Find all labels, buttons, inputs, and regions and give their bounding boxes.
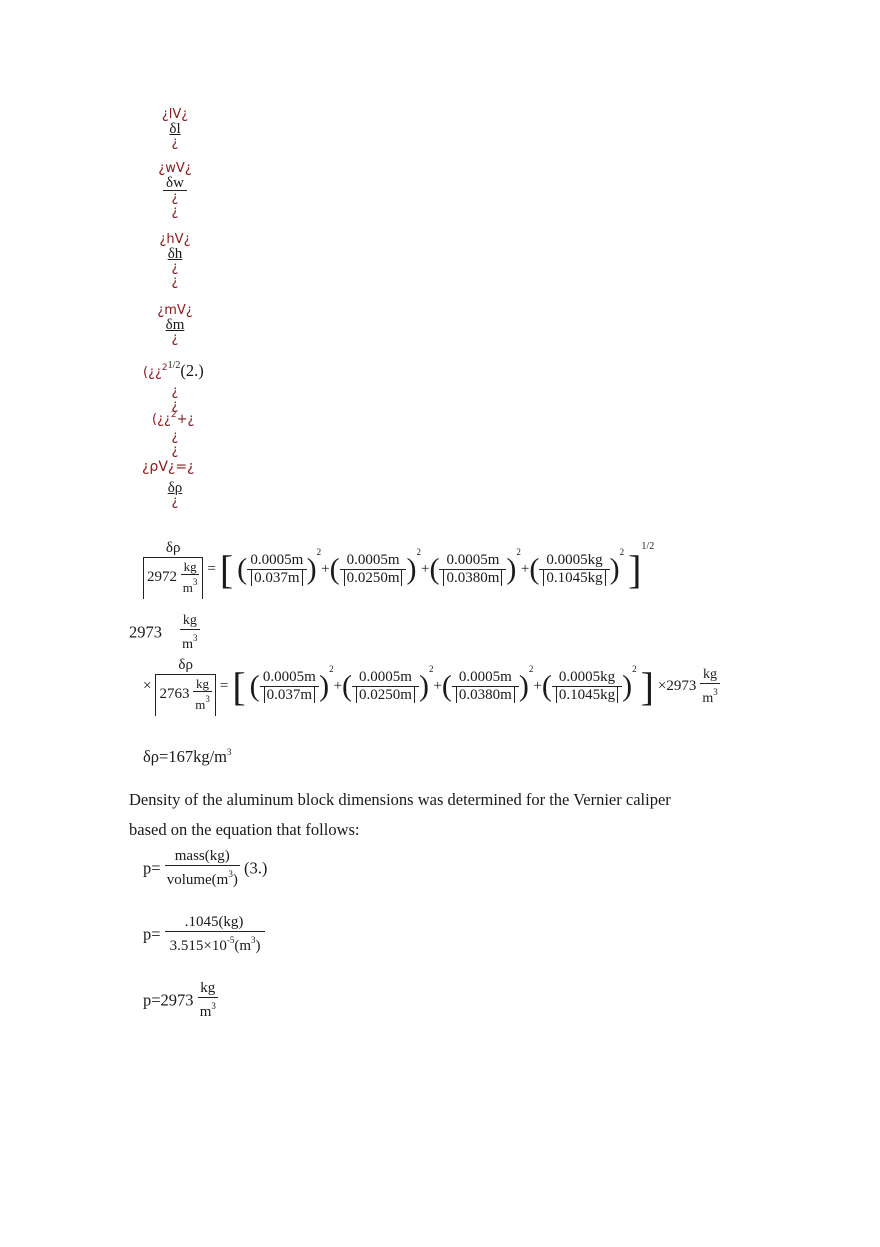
delta-l: δl: [169, 121, 181, 137]
plus-sign: +: [520, 561, 530, 577]
garbled-char: ¿: [171, 384, 179, 399]
unit-m: m: [182, 637, 194, 652]
unit-fraction: [700, 666, 719, 707]
garbled-text: (¿¿: [143, 365, 162, 380]
paren-close: ): [506, 552, 517, 586]
squared-term: [342, 664, 434, 703]
term-fraction: [352, 669, 419, 704]
square-exponent: 2: [316, 547, 322, 558]
term-numerator: 0.0005kg: [539, 552, 609, 570]
equation-lhs: p=: [143, 924, 161, 944]
exponent: 3: [713, 687, 718, 697]
term-denominator: [352, 687, 419, 704]
squared-term: [541, 664, 637, 703]
garbled-char: ¿: [171, 274, 179, 289]
garbled-char: ¿: [171, 398, 179, 413]
term-fraction: [539, 552, 609, 587]
paren-close: ): [622, 669, 633, 703]
exponent: 3: [211, 1001, 216, 1011]
term-denominator: [552, 687, 622, 704]
garbled-rho-line: ¿ρV¿=¿: [142, 459, 195, 475]
term-numerator: 0.0005m: [352, 669, 419, 687]
unit-denominator: [193, 692, 212, 712]
paragraph-line-1: Density of the aluminum block dimensions was determined for the Vernier caliper: [129, 790, 671, 809]
term-numerator: 0.0005m: [260, 669, 319, 687]
garbled-chars: [130, 385, 220, 413]
density-value: 2763: [159, 685, 190, 702]
paren-open: (: [249, 669, 260, 703]
plus-sign: +: [333, 678, 343, 694]
square-exponent: 2: [619, 547, 625, 558]
square-exponent: 2: [528, 664, 534, 675]
paren-close: ): [418, 669, 429, 703]
unit-m: m: [702, 691, 714, 706]
unit-fraction: [193, 677, 212, 712]
paren: ): [255, 938, 261, 954]
result-delta-rho: [143, 747, 231, 767]
equation-number: (2.): [180, 361, 204, 380]
plus-sign: +: [433, 678, 442, 694]
exponent: 1/2: [167, 360, 181, 371]
term-numerator: 0.0005m: [340, 552, 407, 570]
garbled-rho-group: [130, 481, 220, 509]
garbled-char: ¿: [171, 260, 179, 275]
unit-fraction: [180, 612, 199, 653]
equals-sign: =: [207, 561, 216, 577]
abs-value: 0.0380m: [443, 570, 502, 586]
density-value: 2972: [147, 568, 177, 585]
square-exponent: 2: [632, 664, 637, 675]
term-denominator: [539, 570, 609, 587]
garbled-w-group: [130, 162, 220, 219]
mass-numerator: mass(kg): [165, 848, 240, 866]
volume-text: volume(m: [166, 872, 229, 888]
bracket-open: [: [232, 664, 246, 709]
delta-h: δh: [167, 246, 183, 262]
equation-lhs: p=2973: [143, 990, 194, 1010]
outer-exponent: 1/2: [641, 541, 655, 553]
density-fraction: [165, 848, 240, 889]
garbled-char: ¿: [171, 443, 179, 458]
exponent: 2: [170, 410, 177, 420]
paren: ): [232, 872, 238, 888]
abs-value: 0.0380m: [456, 687, 515, 703]
squared-term: [429, 547, 521, 586]
garbled-text: (¿¿: [152, 412, 171, 427]
times-sign: ×: [143, 678, 152, 694]
garbled-char: ¿: [171, 190, 179, 205]
lhs-numerator: δρ: [143, 540, 203, 558]
garbled-m-group: [130, 304, 220, 346]
unit-m: m: [182, 580, 193, 595]
paren-close: ): [306, 552, 317, 586]
result-text: δρ=167kg/m: [143, 747, 227, 766]
exponent: 2: [161, 363, 168, 373]
density-fraction: [165, 914, 266, 955]
equation-1-lhs: [143, 540, 203, 599]
exponent: -5: [226, 935, 235, 945]
exponent: 3: [251, 935, 256, 945]
term-fraction: [552, 669, 622, 704]
equation-2-lhs: [155, 657, 215, 716]
unit-fraction: [198, 980, 218, 1021]
term-fraction: [452, 669, 519, 704]
exponent: 3: [192, 577, 198, 587]
garbled-chars: [130, 430, 220, 458]
abs-value: 0.037m: [264, 687, 315, 703]
equation-lhs: p=: [143, 858, 161, 878]
rhs-factor: ×2973: [657, 678, 697, 694]
unit-numerator: kg: [193, 677, 212, 692]
garbled-sum-line: [152, 410, 194, 428]
garbled-text: ¿mV¿: [157, 303, 193, 318]
exponent: 3: [228, 869, 233, 879]
unit-numerator: kg: [181, 560, 200, 575]
exponent: 3: [205, 694, 210, 704]
equation-1-terms: [237, 547, 625, 586]
garbled-text: ¿hV¿: [159, 232, 191, 247]
delta-m: δm: [165, 317, 185, 333]
equation-1-trailing: [129, 612, 200, 653]
unit-denominator: [700, 684, 719, 707]
paren-open: (: [441, 669, 452, 703]
plus-sign: +: [321, 561, 330, 577]
garbled-h-group: [130, 233, 220, 289]
lhs-denominator: [143, 558, 203, 599]
lhs-denominator: [155, 675, 215, 716]
term-numerator: 0.0005m: [452, 669, 519, 687]
squared-term: [329, 547, 421, 586]
volume-text: 3.515×10: [169, 938, 227, 954]
paren-close: ): [518, 669, 529, 703]
exponent: 3: [193, 633, 198, 643]
volume-denominator: [165, 866, 240, 889]
squared-term: [237, 547, 322, 586]
bracket-open: [: [219, 547, 234, 592]
unit-m: (m: [234, 938, 251, 954]
term-fraction: [439, 552, 506, 587]
garbled-text: +¿: [176, 412, 195, 427]
equation-1: [143, 540, 654, 599]
paren-close: ): [609, 552, 620, 586]
term-denominator: [452, 687, 519, 704]
lhs-numerator: δρ: [155, 657, 215, 675]
garbled-char: ¿: [171, 331, 179, 346]
paren-open: (: [429, 552, 440, 586]
garbled-char: ¿: [171, 429, 179, 444]
equation-2-terms: [249, 664, 637, 703]
term-fraction: [260, 669, 319, 704]
unit-numerator: kg: [198, 980, 218, 998]
term-numerator: 0.0005m: [439, 552, 506, 570]
paren-close: ): [319, 669, 330, 703]
abs-value: 0.0250m: [344, 570, 403, 586]
square-exponent: 2: [516, 547, 521, 558]
term-denominator: [247, 570, 306, 587]
abs-value: 0.037m: [251, 570, 302, 586]
paren-open: (: [237, 552, 248, 586]
unit-denominator: [180, 629, 199, 653]
term-denominator: [439, 570, 506, 587]
abs-value: 0.0250m: [356, 687, 415, 703]
garbled-char: ¿: [171, 135, 179, 150]
term-fraction: [340, 552, 407, 587]
unit-numerator: kg: [182, 613, 197, 628]
unit-fraction: [181, 560, 200, 595]
square-exponent: 2: [329, 664, 334, 675]
delta-w: δw: [163, 176, 187, 191]
squared-term: [529, 547, 625, 586]
term-denominator: [260, 687, 319, 704]
garbled-char: ¿: [171, 494, 179, 509]
mass-numerator: .1045(kg): [165, 914, 266, 932]
equation-3: [143, 848, 267, 889]
paren-open: (: [541, 669, 552, 703]
equation-5: [143, 980, 218, 1021]
term-denominator: [340, 570, 407, 587]
equals-sign: =: [219, 678, 229, 694]
garbled-text: ¿wV¿: [158, 161, 192, 176]
delta-rho: δρ: [167, 480, 183, 496]
exponent: 3: [226, 747, 232, 757]
paren-open: (: [529, 552, 540, 586]
term-numerator: 0.0005m: [247, 552, 306, 570]
bracket-close: ]: [628, 547, 642, 592]
garbled-text: ¿lV¿: [161, 107, 189, 122]
garbled-l-group: [130, 108, 220, 150]
equation-number: (3.): [243, 858, 268, 878]
squared-term: [249, 664, 334, 703]
term-fraction: [247, 552, 306, 587]
squared-term: [441, 664, 534, 703]
abs-value: 0.1045kg: [556, 687, 618, 703]
unit-m: m: [199, 1004, 212, 1020]
equation-2: [143, 657, 720, 716]
abs-value: 0.1045kg: [543, 570, 605, 586]
paren-open: (: [342, 669, 353, 703]
paren-close: ): [406, 552, 417, 586]
unit-m: m: [195, 697, 206, 712]
paren-open: (: [329, 552, 340, 586]
square-exponent: 2: [428, 664, 434, 675]
garbled-char: ¿: [171, 204, 179, 219]
equation-2-line: [143, 360, 204, 381]
unit-denominator: [198, 998, 218, 1021]
volume-denominator: [165, 932, 266, 955]
unit-denominator: [181, 575, 200, 595]
square-exponent: 2: [416, 547, 421, 558]
bracket-close: ]: [640, 664, 654, 709]
plus-sign: +: [533, 678, 542, 694]
trailing-value: 2973: [129, 622, 162, 642]
term-numerator: 0.0005kg: [552, 669, 622, 687]
equation-4: [143, 914, 265, 955]
plus-sign: +: [420, 561, 430, 577]
paragraph-line-2: based on the equation that follows:: [129, 820, 360, 839]
unit-numerator: kg: [700, 666, 719, 684]
